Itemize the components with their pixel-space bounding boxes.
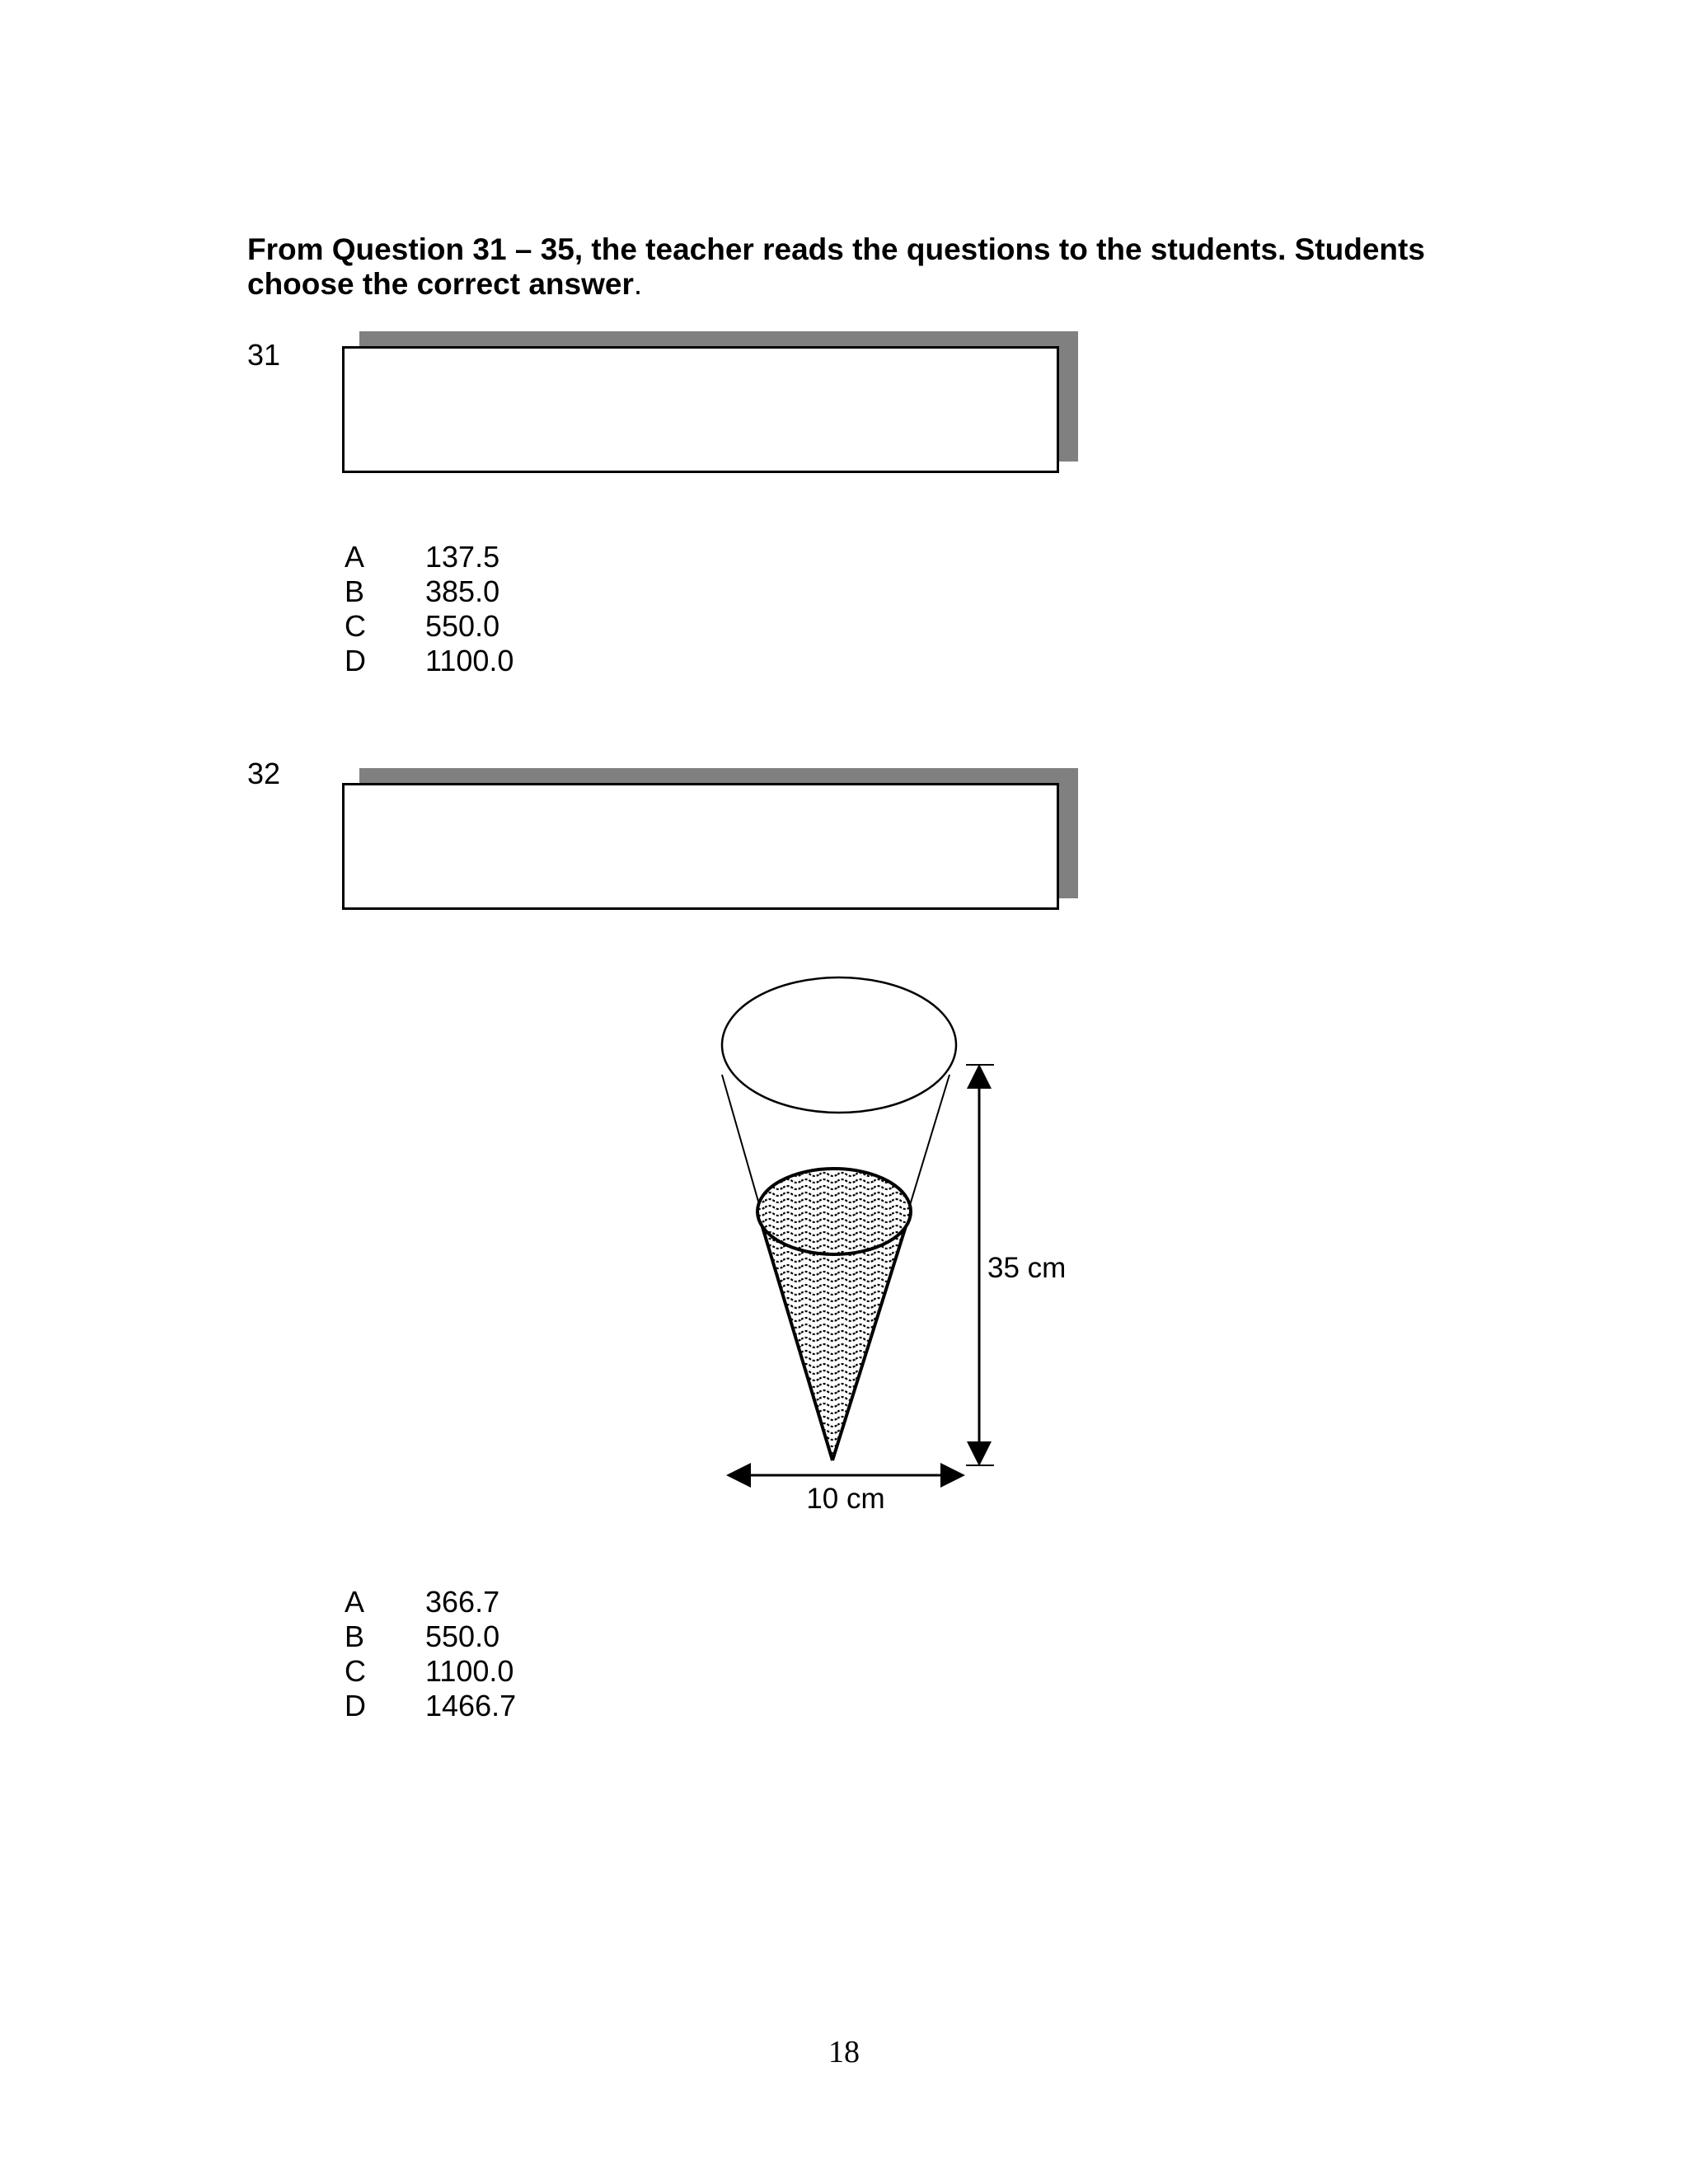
option-32-c[interactable] xyxy=(345,1654,516,1689)
option-32-a[interactable] xyxy=(345,1585,516,1619)
cone-top-rim xyxy=(722,977,956,1113)
option-32-d[interactable] xyxy=(345,1689,516,1723)
option-letter: B xyxy=(345,574,365,608)
liquid-surface-ellipse xyxy=(757,1169,911,1254)
instructions-text: From Question 31 – 35, the teacher reads the questions to the students. Students choose the correct answer xyxy=(247,232,1425,301)
answer-box-31[interactable] xyxy=(342,346,1059,473)
instructions-period: . xyxy=(633,267,643,301)
option-value: 550.0 xyxy=(425,609,500,643)
option-letter: C xyxy=(345,609,366,643)
page-number: 18 xyxy=(828,2035,860,2069)
height-label: 35 cm xyxy=(987,1252,1067,1284)
option-letter: D xyxy=(345,1689,366,1722)
cone-diagram-svg xyxy=(692,972,1121,1516)
option-value: 366.7 xyxy=(425,1585,500,1619)
cone-figure xyxy=(692,972,1121,1521)
option-letter: C xyxy=(345,1654,366,1688)
option-31-c[interactable] xyxy=(345,609,513,644)
option-value: 137.5 xyxy=(425,540,500,574)
option-31-d[interactable] xyxy=(345,644,513,678)
option-31-a[interactable] xyxy=(345,540,513,574)
option-value: 385.0 xyxy=(425,574,500,608)
option-value: 1100.0 xyxy=(425,644,514,677)
answer-box-32[interactable] xyxy=(342,783,1059,910)
question-number-32: 32 xyxy=(247,757,281,790)
option-letter: B xyxy=(345,1619,365,1653)
option-32-b[interactable] xyxy=(345,1619,516,1654)
option-value: 550.0 xyxy=(425,1619,500,1653)
instructions-heading xyxy=(247,232,1484,302)
option-value: 1100.0 xyxy=(425,1654,514,1688)
width-label: 10 cm xyxy=(806,1483,885,1515)
options-list-32 xyxy=(345,1585,516,1723)
options-list-31 xyxy=(345,540,513,678)
option-value: 1466.7 xyxy=(425,1689,517,1722)
option-letter: D xyxy=(345,644,366,677)
option-letter: A xyxy=(345,1585,365,1619)
option-31-b[interactable] xyxy=(345,574,513,609)
question-number-31: 31 xyxy=(247,338,281,372)
option-letter: A xyxy=(345,540,365,574)
